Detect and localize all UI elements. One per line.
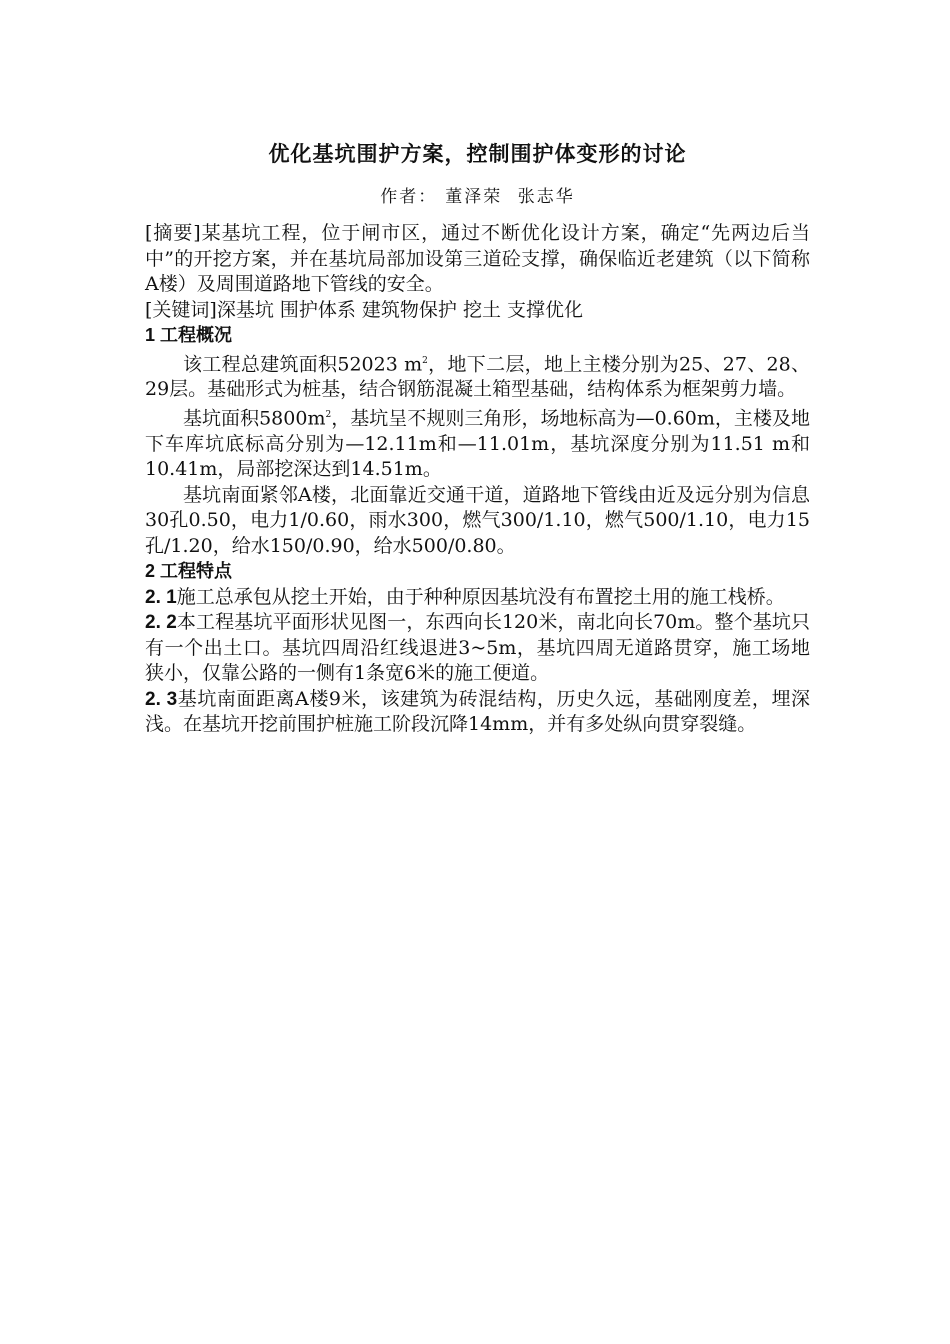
document-title: 优化基坑围护方案，控制围护体变形的讨论: [268, 142, 687, 166]
paragraph: 基坑南面紧邻A楼，北面靠近交通干道，道路地下管线由近及远分别为信息30孔0.50，电力1/0.60，雨水300，燃气300/1.10，燃气500/1.10，电力15孔/1.20，给水150/0.90，给水500/0.80。: [145, 483, 810, 557]
section-heading: 2 工程特点: [145, 561, 233, 582]
keywords: [关键词]深基坑 围护体系 建筑物保护 挖土 支撑优化: [145, 298, 583, 321]
item-number: 2. 1: [145, 586, 177, 608]
numbered-item: [145, 585, 810, 611]
paragraph: [145, 403, 810, 483]
document-page: [145, 130, 810, 738]
author-line: [145, 185, 810, 209]
author-name: 董泽荣: [445, 187, 503, 207]
abstract: [摘要]某基坑工程，位于闸市区，通过不断优化设计方案，确定“先两边后当中”的开挖方案，并在基坑局部加设第三道砼支撑，确保临近老建筑（以下简称A楼）及周围道路地下管线的安全。: [145, 222, 810, 295]
paragraph-text: 该工程总建筑面积52023 m: [183, 352, 423, 375]
item-text: 基坑南面距离A楼9米，该建筑为砖混结构，历史久远，基础刚度差，埋深浅。在基坑开挖前围护桩施工阶段沉降14mm，并有多处纵向贯穿裂缝。: [145, 687, 811, 736]
numbered-item: [145, 687, 810, 738]
author-label: 作者：: [380, 187, 438, 207]
paragraph-text: 基坑面积5800m: [183, 407, 326, 430]
paragraph: [145, 349, 810, 403]
item-number: 2. 2: [145, 612, 177, 634]
section-heading: 1 工程概况: [145, 325, 233, 345]
paragraph-text: ，基坑呈不规则三角形，场地标高为—0.60m，主楼及地下车库坑底标高分别为—12.11m和—11.01m，基坑深度分别为11.51 m和10.41m，局部挖深达到14.51m。: [145, 407, 811, 481]
numbered-item: [145, 610, 810, 687]
paragraph-text: ，地下二层，地上主楼分别为25、27、28、29层。基础形式为桩基，结合钢筋混凝土箱型基础，结构体系为框架剪力墙。: [145, 352, 811, 401]
author-name: 张志华: [517, 187, 575, 207]
item-number: 2. 3: [145, 688, 178, 710]
item-text: 施工总承包从挖土开始，由于种种原因基坑没有布置挖土用的施工栈桥。: [176, 585, 785, 608]
superscript: 2: [422, 355, 428, 366]
item-text: 本工程基坑平面形状见图一，东西向长120米，南北向长70m。整个基坑只有一个出土口。基坑四周沿红线退进3~5m，基坑四周无道路贯穿，施工场地狭小，仅靠公路的一侧有1条宽6米的施工便道。: [145, 611, 810, 685]
superscript: 2: [325, 409, 332, 420]
